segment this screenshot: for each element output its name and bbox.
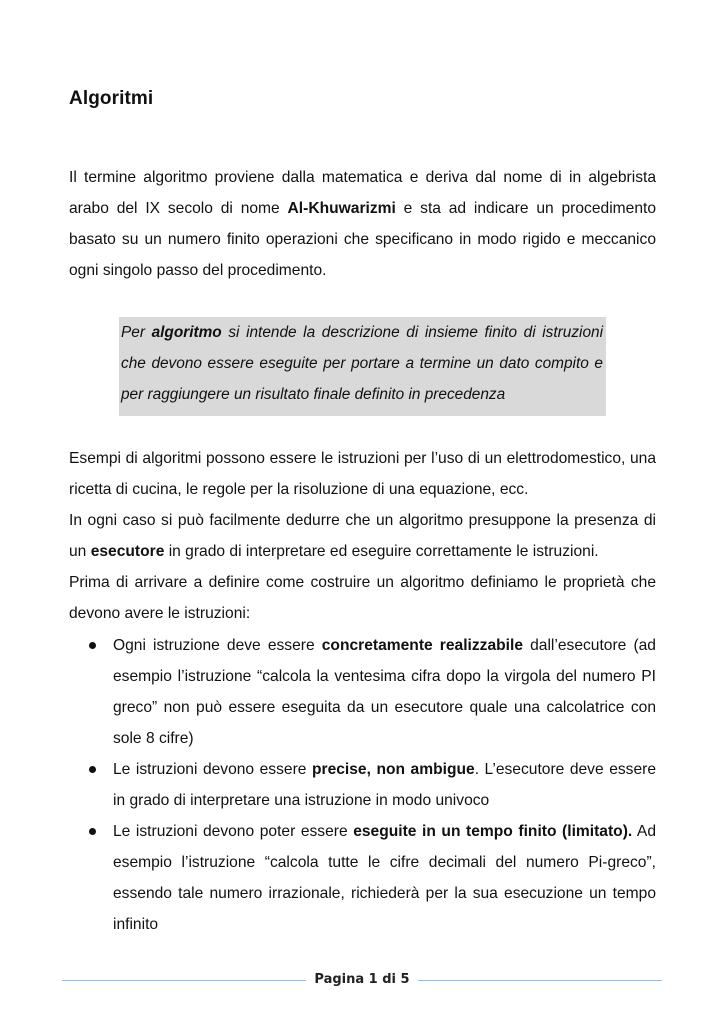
properties-intro-paragraph: Prima di arrivare a definire come costruire un algoritmo definiamo le proprietà che devono avere le istruzioni:	[69, 574, 656, 622]
page-footer	[62, 970, 662, 992]
executor-text-after: in grado di interpretare ed eseguire correttamente le istruzioni.	[164, 543, 599, 560]
page-number: Pagina 1 di 5	[314, 972, 410, 987]
examples-paragraph: Esempi di algoritmi possono essere le istruzioni per l’uso di un elettrodomestico, una ricetta di cucina, le regole per la risoluzione di una equazione, ecc.	[69, 450, 656, 498]
definition-text-after: si intende la descrizione di insieme finito di istruzioni che devono essere eseguite per portare a termine un dato compito e per raggiungere un risultato finale definito in precedenza	[121, 324, 603, 403]
footer-divider-right	[418, 980, 662, 981]
bullet-text-before: Ogni istruzione deve essere	[113, 637, 322, 654]
bullet-bold-text: precise, non ambigue	[311, 761, 475, 778]
definition-bold-term: algoritmo	[151, 324, 222, 341]
intro-text-before: Il termine algoritmo proviene dalla matematica e deriva dal nome di in algebrista arabo del IX secolo di nome	[69, 169, 656, 217]
bullet-bold-text: eseguite in un tempo finito (limitato).	[353, 823, 633, 840]
bullet-bold-text: concretamente realizzabile	[321, 637, 523, 654]
bullet-text-after: Ad esempio l’istruzione “calcola tutte le cifre decimali del numero Pi-greco”, essendo tale numero irrazionale, richiederà per la sua esecuzione un tempo infinito	[113, 823, 656, 933]
intro-text-after: e sta ad indicare un procedimento basato su un numero finito operazioni che specificano in modo rigido e meccanico ogni singolo passo del procedimento.	[69, 200, 656, 279]
bullet-icon	[89, 828, 96, 835]
bullet-text-after: dall’esecutore (ad esempio l’istruzione “calcola la ventesima cifra dopo la virgola del numero PI greco” non può essere eseguita da un esecutore quale una calcolatrice con sole 8 cifre)	[113, 637, 656, 747]
bullet-icon	[89, 642, 96, 649]
properties-list	[69, 630, 656, 940]
definition-text-before: Per	[121, 324, 152, 341]
page-title: Algoritmi	[69, 88, 154, 109]
executor-paragraph	[69, 505, 656, 567]
bullet-text-before: Le istruzioni devono essere	[113, 761, 312, 778]
intro-paragraph	[69, 162, 656, 286]
intro-bold-name: Al-Khuwarizmi	[287, 200, 396, 217]
executor-bold-term: esecutore	[90, 543, 165, 560]
list-item	[69, 630, 656, 754]
definition-box	[119, 317, 606, 416]
executor-text-before: In ogni caso si può facilmente dedurre che un algoritmo presuppone la presenza di un	[69, 512, 656, 560]
bullet-icon	[89, 766, 96, 773]
bullet-text-after: . L’esecutore deve essere in grado di interpretare una istruzione in modo univoco	[113, 761, 656, 809]
definition-text	[119, 317, 606, 410]
bullet-text-before: Le istruzioni devono poter essere	[113, 823, 354, 840]
list-item	[69, 754, 656, 816]
footer-divider-left	[62, 980, 306, 981]
list-item	[69, 816, 656, 940]
